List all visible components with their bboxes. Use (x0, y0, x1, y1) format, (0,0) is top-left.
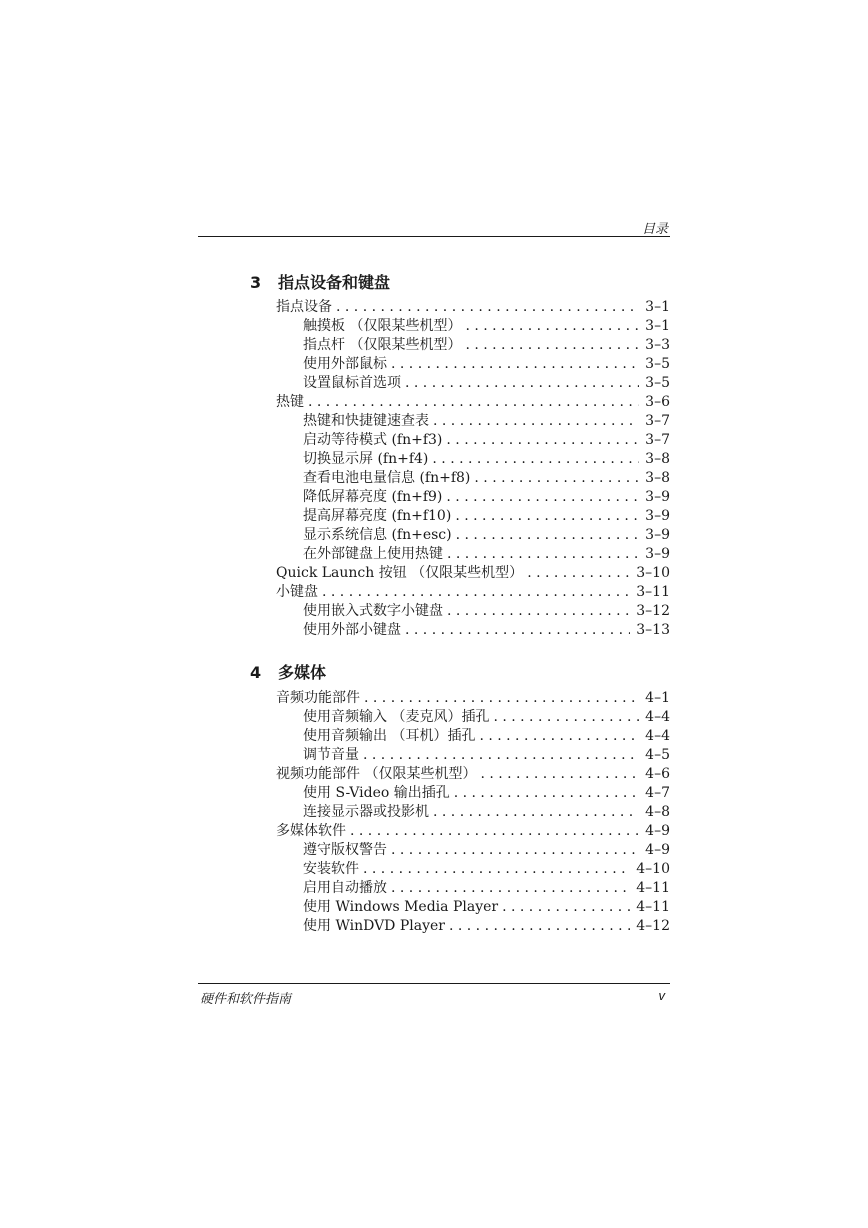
toc-entry[interactable] (276, 746, 670, 765)
dot-leader (405, 374, 639, 393)
toc-entry-label: 降低屏幕亮度 (fn+f9) (303, 489, 443, 505)
toc-entry-page: 4–11 (636, 899, 670, 915)
page-number: v (658, 988, 665, 1003)
toc-entry-page: 3–8 (645, 451, 670, 467)
toc-entry-label: 调节音量 (303, 747, 359, 763)
toc-entry-page: 4–4 (645, 728, 670, 744)
toc-entry[interactable] (276, 393, 670, 412)
dot-leader (433, 803, 639, 822)
toc-entry-label: 使用外部小键盘 (303, 622, 401, 638)
toc-entry-page: 4–7 (645, 785, 670, 801)
dot-leader (364, 689, 639, 708)
toc-entry-page: 4–10 (636, 861, 670, 877)
toc-list (276, 689, 670, 936)
toc-entry-label: 多媒体软件 (276, 823, 346, 839)
toc-list (276, 298, 670, 640)
toc-entry[interactable] (276, 317, 670, 336)
toc-entry-label: 小键盘 (276, 584, 318, 600)
chapter-heading (250, 270, 390, 293)
chapter-number: 4 (250, 663, 262, 682)
dot-leader (527, 564, 630, 583)
toc-entry-label: 连接显示器或投影机 (303, 804, 429, 820)
dot-leader (391, 355, 639, 374)
toc-entry-label: 视频功能部件 （仅限某些机型） (276, 766, 477, 782)
dot-leader (447, 545, 639, 564)
dot-leader (465, 317, 639, 336)
dot-leader (322, 583, 630, 602)
toc-entry-label: 触摸板 （仅限某些机型） (303, 318, 462, 334)
dot-leader (449, 917, 630, 936)
toc-entry-label: 查看电池电量信息 (fn+f8) (303, 470, 471, 486)
dot-leader (474, 469, 639, 488)
toc-entry[interactable] (276, 583, 670, 602)
toc-entry-label: 使用 WinDVD Player (303, 918, 445, 934)
toc-entry-label: 显示系统信息 (fn+esc) (303, 527, 452, 543)
toc-entry-label: 音频功能部件 (276, 690, 360, 706)
toc-entry[interactable] (276, 784, 670, 803)
dot-leader (391, 841, 639, 860)
dot-leader (308, 393, 639, 412)
toc-entry[interactable] (276, 298, 670, 317)
toc-entry-label: 安装软件 (303, 861, 359, 877)
toc-entry[interactable] (276, 469, 670, 488)
toc-entry-page: 3–7 (645, 413, 670, 429)
dot-leader (363, 746, 639, 765)
toc-entry[interactable] (276, 564, 670, 583)
toc-entry-label: 指点设备 (276, 299, 332, 315)
toc-entry-label: 指点杆 （仅限某些机型） (303, 337, 462, 353)
toc-entry-label: 热键和快捷键速查表 (303, 413, 429, 429)
toc-entry[interactable] (276, 765, 670, 784)
toc-entry[interactable] (276, 602, 670, 621)
toc-entry[interactable] (276, 374, 670, 393)
dot-leader (336, 298, 639, 317)
dot-leader (432, 450, 639, 469)
toc-entry-page: 3–12 (636, 603, 670, 619)
toc-entry-label: 提高屏幕亮度 (fn+f10) (303, 508, 452, 524)
toc-entry-page: 3–9 (645, 508, 670, 524)
toc-entry-label: 在外部键盘上使用热键 (303, 546, 443, 562)
toc-entry-label: 使用音频输入 （麦克风）插孔 (303, 709, 490, 725)
chapter-title: 指点设备和键盘 (278, 273, 391, 292)
toc-entry-page: 4–6 (645, 766, 670, 782)
toc-entry[interactable] (276, 336, 670, 355)
toc-entry-label: 启动等待模式 (fn+f3) (303, 432, 443, 448)
toc-entry-page: 4–1 (645, 690, 670, 706)
toc-entry-page: 3–9 (645, 546, 670, 562)
toc-entry[interactable] (276, 450, 670, 469)
toc-entry-page: 4–11 (636, 880, 670, 896)
toc-entry-page: 3–5 (645, 375, 670, 391)
footer-title: 硬件和软件指南 (200, 991, 292, 1006)
dot-leader (350, 822, 639, 841)
dot-leader (391, 879, 630, 898)
toc-entry-page: 3–6 (645, 394, 670, 410)
toc-entry-label: 使用外部鼠标 (303, 356, 387, 372)
dot-leader (455, 507, 639, 526)
toc-entry[interactable] (276, 917, 670, 936)
toc-entry[interactable] (276, 708, 670, 727)
dot-leader (446, 488, 639, 507)
toc-entry-page: 3–3 (645, 337, 670, 353)
toc-entry-label: 设置鼠标首选项 (303, 375, 401, 391)
dot-leader (405, 621, 630, 640)
toc-entry[interactable] (276, 355, 670, 374)
toc-entry-page: 3–1 (645, 299, 670, 315)
toc-entry[interactable] (276, 860, 670, 879)
toc-entry[interactable] (276, 488, 670, 507)
dot-leader (465, 336, 639, 355)
toc-entry[interactable] (276, 507, 670, 526)
toc-entry[interactable] (276, 879, 670, 898)
toc-entry-label: 启用自动播放 (303, 880, 387, 896)
dot-leader (454, 784, 639, 803)
dot-leader (493, 708, 639, 727)
toc-entry-page: 3–1 (645, 318, 670, 334)
toc-entry-page: 3–13 (636, 622, 670, 638)
toc-entry-page: 3–8 (645, 470, 670, 486)
toc-entry-label: 切换显示屏 (fn+f4) (303, 451, 429, 467)
toc-entry-page: 4–4 (645, 709, 670, 725)
toc-entry-label: 使用 Windows Media Player (303, 899, 499, 915)
toc-entry-page: 3–11 (636, 584, 670, 600)
footer-rule (198, 983, 670, 984)
toc-entry-label: 使用嵌入式数字小键盘 (303, 603, 443, 619)
toc-entry[interactable] (276, 689, 670, 708)
toc-entry-page: 4–5 (645, 747, 670, 763)
toc-entry[interactable] (276, 526, 670, 545)
toc-entry-page: 4–12 (636, 918, 670, 934)
header-rule (198, 236, 670, 237)
dot-leader (456, 526, 640, 545)
toc-entry[interactable] (276, 545, 670, 564)
toc-entry-page: 3–5 (645, 356, 670, 372)
dot-leader (479, 727, 639, 746)
dot-leader (363, 860, 630, 879)
toc-entry-label: 热键 (276, 394, 304, 410)
toc-entry[interactable] (276, 412, 670, 431)
toc-entry-page: 3–9 (645, 527, 670, 543)
toc-entry[interactable] (276, 803, 670, 822)
dot-leader (480, 765, 639, 784)
toc-entry[interactable] (276, 431, 670, 450)
toc-entry-page: 3–7 (645, 432, 670, 448)
chapter-heading (250, 660, 326, 683)
chapter-title: 多媒体 (278, 663, 327, 682)
toc-entry[interactable] (276, 621, 670, 640)
toc-entry-page: 3–10 (636, 565, 670, 581)
toc-entry-page: 3–9 (645, 489, 670, 505)
toc-entry-page: 4–9 (645, 842, 670, 858)
chapter-number: 3 (250, 273, 262, 292)
toc-entry-label: 使用音频输出 （耳机）插孔 (303, 728, 476, 744)
toc-entry-page: 4–9 (645, 823, 670, 839)
toc-entry[interactable] (276, 841, 670, 860)
toc-entry-page: 4–8 (645, 804, 670, 820)
toc-entry-label: 遵守版权警告 (303, 842, 387, 858)
toc-entry-label: Quick Launch 按钮 （仅限某些机型） (276, 565, 524, 581)
running-header: 目录 (641, 221, 668, 236)
dot-leader (433, 412, 639, 431)
dot-leader (502, 898, 630, 917)
dot-leader (446, 431, 639, 450)
toc-entry[interactable] (276, 727, 670, 746)
toc-entry[interactable] (276, 822, 670, 841)
dot-leader (447, 602, 630, 621)
toc-entry[interactable] (276, 898, 670, 917)
toc-entry-label: 使用 S-Video 输出插孔 (303, 785, 450, 801)
